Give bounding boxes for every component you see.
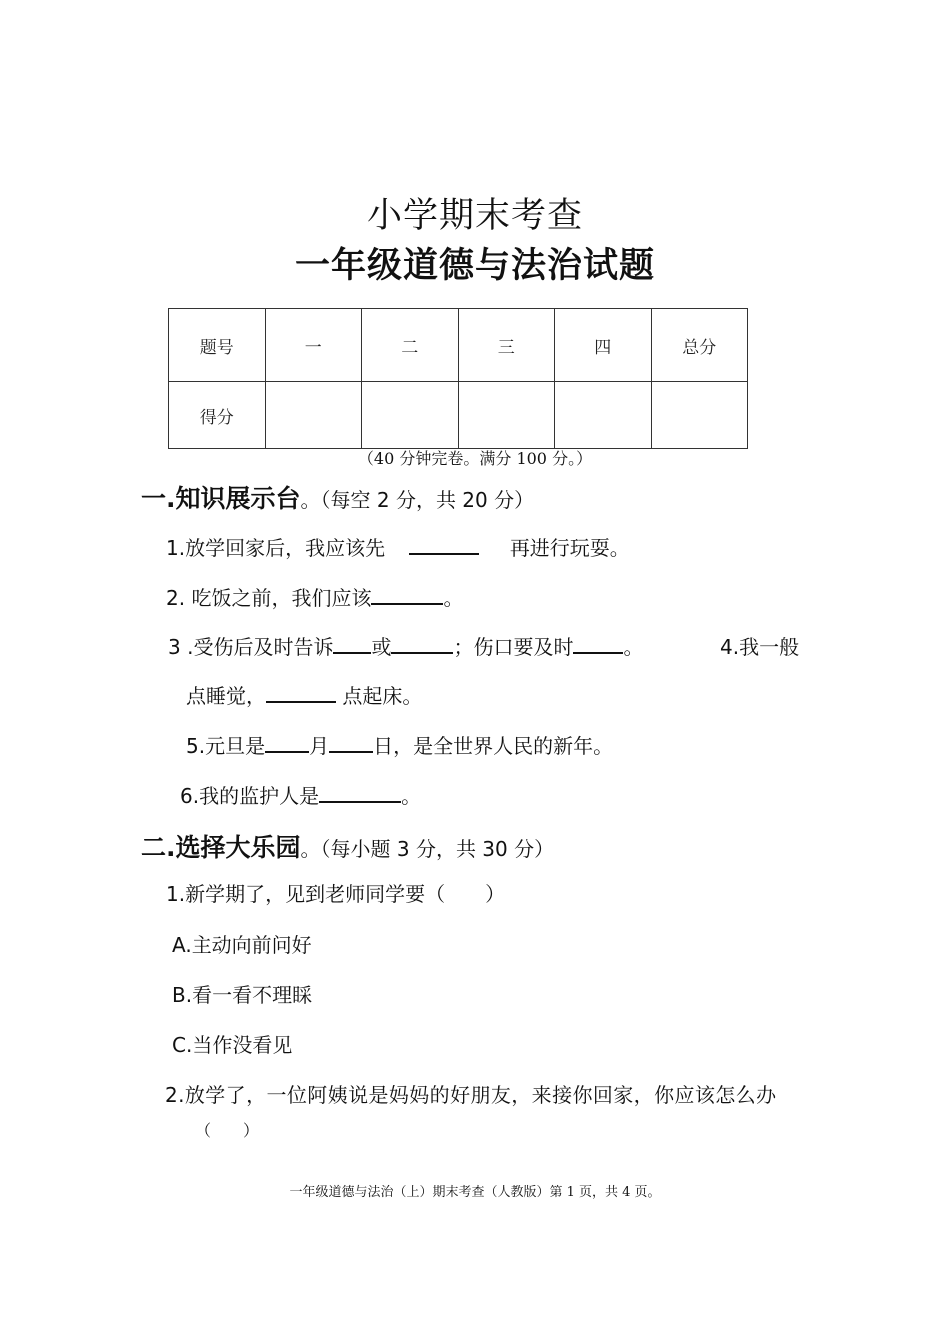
s1-q2-text: 2. 吃饭之前，我们应该 (166, 586, 372, 610)
s1-q6-text: 6.我的监护人是 (180, 784, 320, 808)
s1-question-1 (166, 532, 630, 561)
section-1-points: 。（每空 2 分，共 20 分） (300, 488, 535, 512)
s1-q5-month: 月 (309, 734, 330, 758)
score-cell[interactable] (265, 382, 362, 449)
answer-blank[interactable] (319, 783, 401, 803)
score-header-cell: 四 (555, 309, 652, 382)
s1-question-4 (186, 680, 422, 709)
answer-blank[interactable] (329, 733, 373, 753)
score-table-score-row (169, 382, 748, 449)
s1-q3-text-mid: ；伤口要及时 (453, 635, 574, 659)
score-table-header-row (169, 309, 748, 382)
section-2-title: 二.选择大乐园 (141, 833, 301, 862)
page-footer: 一年级道德与法治（上）期末考查（人教版）第 1 页，共 4 页。 (289, 1185, 661, 1200)
score-header-cell: 题号 (169, 309, 266, 382)
s1-q5-text: 5.元旦是 (186, 734, 266, 758)
score-header-cell: 总分 (651, 309, 748, 382)
answer-blank[interactable] (391, 634, 453, 654)
section-2-points: 。（每小题 3 分，共 30 分） (300, 837, 555, 861)
score-row-label: 得分 (169, 382, 266, 449)
s1-q6-text-end: 。 (401, 784, 422, 808)
s2-q1-option-b[interactable]: B.看一看不理睬 (172, 983, 313, 1007)
answer-blank[interactable] (333, 634, 371, 654)
s2-question-2: 2.放学了，一位阿姨说是妈妈的好朋友，来接你回家，你应该怎么办 (165, 1083, 777, 1107)
answer-blank[interactable] (265, 733, 309, 753)
title-line-1: 小学期末考查 (366, 196, 583, 236)
score-cell[interactable] (458, 382, 555, 449)
score-table (168, 308, 748, 449)
s1-q4-text-end: 点起床。 (342, 684, 423, 708)
answer-blank[interactable] (573, 634, 623, 654)
score-header-cell: 一 (265, 309, 362, 382)
answer-blank[interactable] (371, 585, 443, 605)
section-1-heading (141, 479, 534, 515)
s1-q1-text-end: 再进行玩耍。 (509, 536, 630, 560)
s2-q2-answer-paren[interactable]: （ ） (195, 1121, 260, 1140)
answer-blank[interactable] (409, 535, 479, 555)
s1-q1-text: 1.放学回家后，我应该先 (166, 536, 386, 560)
s1-q3-text: 3 .受伤后及时告诉 (168, 635, 334, 659)
section-1-title: 一.知识展示台 (141, 484, 301, 513)
s1-q5-text-end: 日，是全世界人民的新年。 (373, 734, 614, 758)
section-2-heading (141, 828, 554, 864)
s1-q2-text-end: 。 (443, 586, 464, 610)
score-header-cell: 三 (458, 309, 555, 382)
exam-note: （40 分钟完卷。满分 100 分。） (357, 449, 593, 468)
s1-question-3 (168, 631, 643, 660)
score-header-cell: 二 (362, 309, 459, 382)
s2-q1-option-c[interactable]: C.当作没看见 (172, 1033, 293, 1057)
answer-blank[interactable] (266, 683, 336, 703)
s1-q3-text-end: 。 (623, 635, 644, 659)
score-cell[interactable] (362, 382, 459, 449)
score-cell[interactable] (651, 382, 748, 449)
s1-question-2 (166, 582, 463, 611)
s1-question-5 (186, 730, 613, 759)
s2-question-1: 1.新学期了，见到老师同学要（ ） (166, 882, 506, 906)
s1-question-4-start: 4.我一般 (720, 635, 800, 659)
s1-q3-or: 或 (371, 635, 392, 659)
s1-q4-text: 点睡觉， (186, 684, 266, 708)
s2-q1-option-a[interactable]: A.主动向前问好 (172, 933, 312, 957)
title-line-2: 一年级道德与法治试题 (294, 246, 655, 286)
score-cell[interactable] (555, 382, 652, 449)
s1-question-6 (180, 780, 421, 809)
